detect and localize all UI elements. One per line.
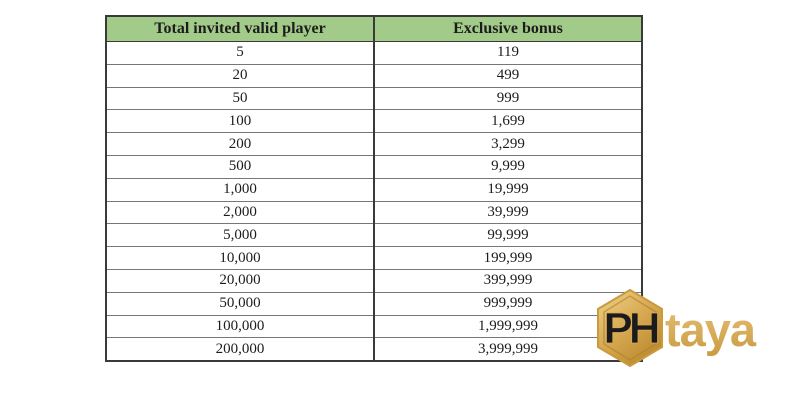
table-row — [106, 110, 642, 133]
bonus-cell: 3,999,999 — [374, 338, 642, 361]
table-row — [106, 178, 642, 201]
table-row — [106, 64, 642, 87]
players-cell: 200 — [106, 133, 374, 156]
table-header-row — [106, 16, 642, 42]
players-cell: 100,000 — [106, 315, 374, 338]
bonus-cell: 9,999 — [374, 155, 642, 178]
table-row — [106, 155, 642, 178]
players-cell: 200,000 — [106, 338, 374, 361]
players-cell: 100 — [106, 110, 374, 133]
logo-badge-text: PH — [603, 304, 657, 353]
bonus-cell: 1,699 — [374, 110, 642, 133]
bonus-cell: 19,999 — [374, 178, 642, 201]
bonus-cell: 399,999 — [374, 269, 642, 292]
table-row — [106, 133, 642, 156]
table-row — [106, 338, 642, 361]
invite-bonus-table-container — [105, 15, 643, 362]
hexagon-badge-icon — [598, 290, 662, 366]
bonus-cell: 199,999 — [374, 247, 642, 270]
phtaya-logo-graphic — [594, 288, 774, 372]
table-row — [106, 42, 642, 65]
table-row — [106, 269, 642, 292]
bonus-cell: 499 — [374, 64, 642, 87]
bonus-cell: 99,999 — [374, 224, 642, 247]
players-cell: 20 — [106, 64, 374, 87]
players-cell: 10,000 — [106, 247, 374, 270]
table-row — [106, 87, 642, 110]
bonus-cell: 1,999,999 — [374, 315, 642, 338]
table-row — [106, 292, 642, 315]
players-cell: 5,000 — [106, 224, 374, 247]
table-row — [106, 247, 642, 270]
players-cell: 5 — [106, 42, 374, 65]
players-cell: 20,000 — [106, 269, 374, 292]
players-cell: 50,000 — [106, 292, 374, 315]
table-row — [106, 201, 642, 224]
column-header-exclusive-bonus: Exclusive bonus — [374, 16, 642, 42]
bonus-cell: 119 — [374, 42, 642, 65]
players-cell: 1,000 — [106, 178, 374, 201]
bonus-cell: 3,299 — [374, 133, 642, 156]
players-cell: 50 — [106, 87, 374, 110]
bonus-cell: 999,999 — [374, 292, 642, 315]
table-row — [106, 224, 642, 247]
players-cell: 500 — [106, 155, 374, 178]
players-cell: 2,000 — [106, 201, 374, 224]
logo-wordmark-text: taya — [665, 303, 756, 356]
column-header-total-invited: Total invited valid player — [106, 16, 374, 42]
table-row — [106, 315, 642, 338]
invite-bonus-table — [105, 15, 643, 362]
bonus-cell: 999 — [374, 87, 642, 110]
bonus-cell: 39,999 — [374, 201, 642, 224]
phtaya-logo — [594, 288, 774, 372]
